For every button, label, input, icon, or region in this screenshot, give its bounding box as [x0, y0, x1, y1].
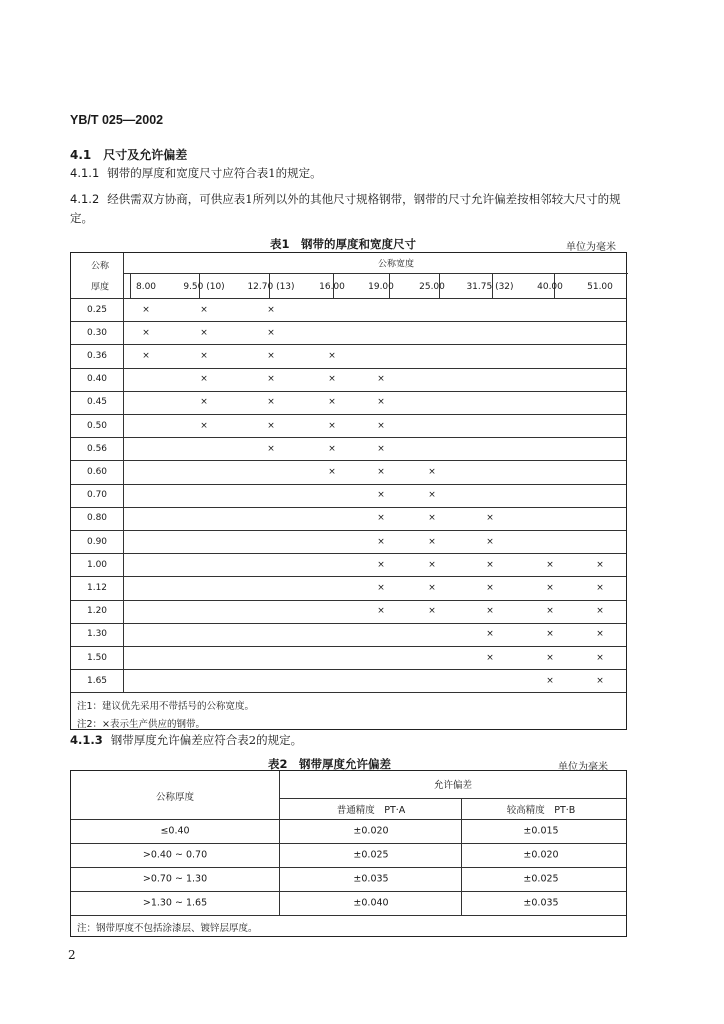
width-column-header: 16.00 [319, 282, 345, 292]
availability-mark: × [596, 583, 604, 593]
table2-note: 注：钢带厚度不包括涂漆层、镀锌层厚度。 [77, 923, 258, 934]
availability-mark: × [200, 351, 208, 361]
width-column-header: 19.00 [368, 282, 394, 292]
availability-mark: × [377, 606, 385, 617]
table-rule [71, 646, 626, 647]
column-header-thickness: 公称厚度 [155, 792, 195, 803]
tolerance-high: ±0.025 [523, 873, 559, 885]
availability-mark: × [328, 351, 336, 361]
thickness-value: 0.70 [86, 490, 108, 501]
availability-mark: × [328, 443, 336, 454]
thickness-header: 厚度 [90, 282, 110, 293]
thickness-value: 1.00 [86, 559, 108, 570]
table-rule [71, 344, 626, 345]
thickness-value: 0.30 [86, 327, 108, 338]
table-rule [71, 891, 626, 892]
table-rule [279, 771, 280, 915]
table2 [70, 770, 627, 937]
table-rule [71, 915, 626, 916]
availability-mark: × [377, 420, 385, 431]
thickness-value: 1.12 [86, 583, 108, 593]
table-rule [123, 253, 124, 692]
table1-caption: 表1 钢带的厚度和宽度尺寸 [270, 237, 417, 251]
thickness-value: 0.36 [86, 351, 108, 361]
availability-mark: × [486, 606, 494, 617]
clause-text: 钢带厚度允许偏差应符合表2的规定。 [110, 733, 303, 747]
availability-mark: × [267, 443, 275, 454]
table2-caption: 表2 钢带厚度允许偏差 [268, 757, 392, 771]
availability-mark: × [596, 606, 604, 617]
section-heading: 4.1 尺寸及允许偏差 [70, 148, 188, 162]
thickness-value: 1.50 [86, 652, 108, 663]
width-column-header: 25.00 [419, 282, 445, 292]
availability-mark: × [267, 397, 275, 408]
availability-mark: × [328, 374, 336, 385]
availability-mark: × [328, 420, 336, 431]
table-rule [71, 321, 626, 322]
table-rule [71, 484, 626, 485]
width-column-header: 9.50 (10) [183, 282, 225, 292]
tolerance-normal: ±0.020 [353, 825, 389, 837]
table-rule [71, 437, 626, 438]
availability-mark: × [428, 536, 436, 547]
clause-text: 经供需双方协商，可供应表1所列以外的其他尺寸规格钢带，钢带的尺寸允许偏差按相邻较大尺寸的规定。 [70, 192, 621, 225]
table-rule [71, 867, 626, 868]
table1-unit: 单位为毫米 [566, 242, 616, 253]
table-rule [71, 507, 626, 508]
tolerance-normal: ±0.035 [353, 873, 389, 885]
table-rule [130, 273, 131, 298]
availability-mark: × [377, 536, 385, 547]
tolerance-high: ±0.020 [523, 849, 559, 861]
availability-mark: × [546, 652, 554, 663]
thickness-value: 0.50 [86, 420, 108, 431]
table1-note-2: 注2：×表示生产供应的钢带。 [77, 719, 206, 731]
table-rule [71, 530, 626, 531]
availability-mark: × [200, 374, 208, 385]
availability-mark: × [267, 374, 275, 385]
width-column-header: 40.00 [537, 282, 563, 292]
table-rule [71, 298, 626, 299]
availability-mark: × [596, 629, 604, 640]
availability-mark: × [377, 467, 385, 477]
availability-mark: × [596, 652, 604, 663]
availability-mark: × [377, 397, 385, 408]
table-rule [71, 460, 626, 461]
paragraph-4-1-3 [70, 731, 640, 750]
availability-mark: × [267, 304, 275, 315]
availability-mark: × [200, 304, 208, 315]
availability-mark: × [546, 606, 554, 617]
availability-mark: × [328, 397, 336, 408]
paragraph-4-1-1 [70, 164, 640, 183]
availability-mark: × [428, 490, 436, 501]
thickness-value: 0.25 [86, 304, 108, 315]
availability-mark: × [546, 559, 554, 570]
thickness-value: 0.56 [86, 443, 108, 454]
tolerance-high: ±0.035 [523, 897, 559, 909]
availability-mark: × [486, 652, 494, 663]
availability-mark: × [546, 675, 554, 686]
table-rule [71, 576, 626, 577]
availability-mark: × [428, 513, 436, 524]
document-code: YB/T 025—2002 [70, 113, 164, 127]
width-column-header: 8.00 [135, 282, 157, 292]
availability-mark: × [267, 351, 275, 361]
availability-mark: × [267, 327, 275, 338]
availability-mark: × [546, 583, 554, 593]
column-header-tolerance: 允许偏差 [433, 780, 473, 791]
availability-mark: × [328, 467, 336, 477]
availability-mark: × [200, 420, 208, 431]
availability-mark: × [377, 443, 385, 454]
availability-mark: × [428, 559, 436, 570]
availability-mark: × [486, 513, 494, 524]
thickness-value: 0.90 [86, 536, 108, 547]
availability-mark: × [428, 467, 436, 477]
width-column-header: 51.00 [587, 282, 613, 292]
thickness-value: 1.65 [86, 675, 108, 686]
availability-mark: × [377, 490, 385, 501]
availability-mark: × [486, 536, 494, 547]
tolerance-normal: ±0.040 [353, 897, 389, 909]
paragraph-4-1-2 [70, 190, 640, 228]
availability-mark: × [377, 559, 385, 570]
table-rule [71, 368, 626, 369]
clause-text: 钢带的厚度和宽度尺寸应符合表1的规定。 [107, 166, 322, 180]
page-number: 2 [68, 948, 76, 962]
table2-unit: 单位为毫米 [558, 762, 608, 773]
table-rule [461, 798, 462, 915]
availability-mark: × [267, 420, 275, 431]
table-rule [71, 819, 626, 820]
availability-mark: × [596, 559, 604, 570]
availability-mark: × [377, 513, 385, 524]
availability-mark: × [596, 675, 604, 686]
nominal-thickness: >1.30 ~ 1.65 [142, 897, 208, 909]
tolerance-high: ±0.015 [523, 825, 559, 837]
thickness-value: 0.80 [86, 513, 108, 524]
table1-note-1: 注1：建议优先采用不带括号的公称宽度。 [77, 701, 255, 713]
thickness-value: 1.30 [86, 629, 108, 640]
availability-mark: × [486, 629, 494, 640]
thickness-header: 公称 [90, 261, 110, 272]
table1 [70, 252, 627, 730]
nominal-thickness: ≤0.40 [160, 825, 190, 837]
availability-mark: × [486, 583, 494, 593]
table-rule [71, 391, 626, 392]
table-rule [71, 669, 626, 670]
availability-mark: × [546, 629, 554, 640]
clause-number: 4.1.1 [70, 166, 100, 180]
table-rule [71, 843, 626, 844]
availability-mark: × [428, 606, 436, 617]
width-column-header: 31.75 (32) [466, 282, 514, 292]
thickness-value: 0.60 [86, 467, 108, 477]
availability-mark: × [142, 351, 150, 361]
availability-mark: × [142, 327, 150, 338]
clause-number: 4.1.2 [70, 192, 100, 206]
width-column-header: 12.70 (13) [247, 282, 295, 292]
availability-mark: × [200, 327, 208, 338]
width-header: 公称宽度 [377, 259, 415, 270]
availability-mark: × [377, 583, 385, 593]
availability-mark: × [486, 559, 494, 570]
clause-number: 4.1.3 [70, 733, 103, 747]
tolerance-normal: ±0.025 [353, 849, 389, 861]
thickness-value: 1.20 [86, 606, 108, 617]
column-header-high: 较高精度 PT·B [506, 805, 576, 816]
nominal-thickness: >0.70 ~ 1.30 [142, 873, 208, 885]
table-rule [71, 414, 626, 415]
thickness-value: 0.40 [86, 374, 108, 385]
table-rule [71, 623, 626, 624]
availability-mark: × [142, 304, 150, 315]
column-header-normal: 普通精度 PT·A [336, 805, 406, 816]
table-rule [71, 553, 626, 554]
thickness-value: 0.45 [86, 397, 108, 408]
availability-mark: × [377, 374, 385, 385]
table-rule [71, 600, 626, 601]
availability-mark: × [200, 397, 208, 408]
availability-mark: × [428, 583, 436, 593]
nominal-thickness: >0.40 ~ 0.70 [142, 849, 208, 861]
table-rule [279, 798, 626, 799]
table-rule [71, 692, 626, 693]
